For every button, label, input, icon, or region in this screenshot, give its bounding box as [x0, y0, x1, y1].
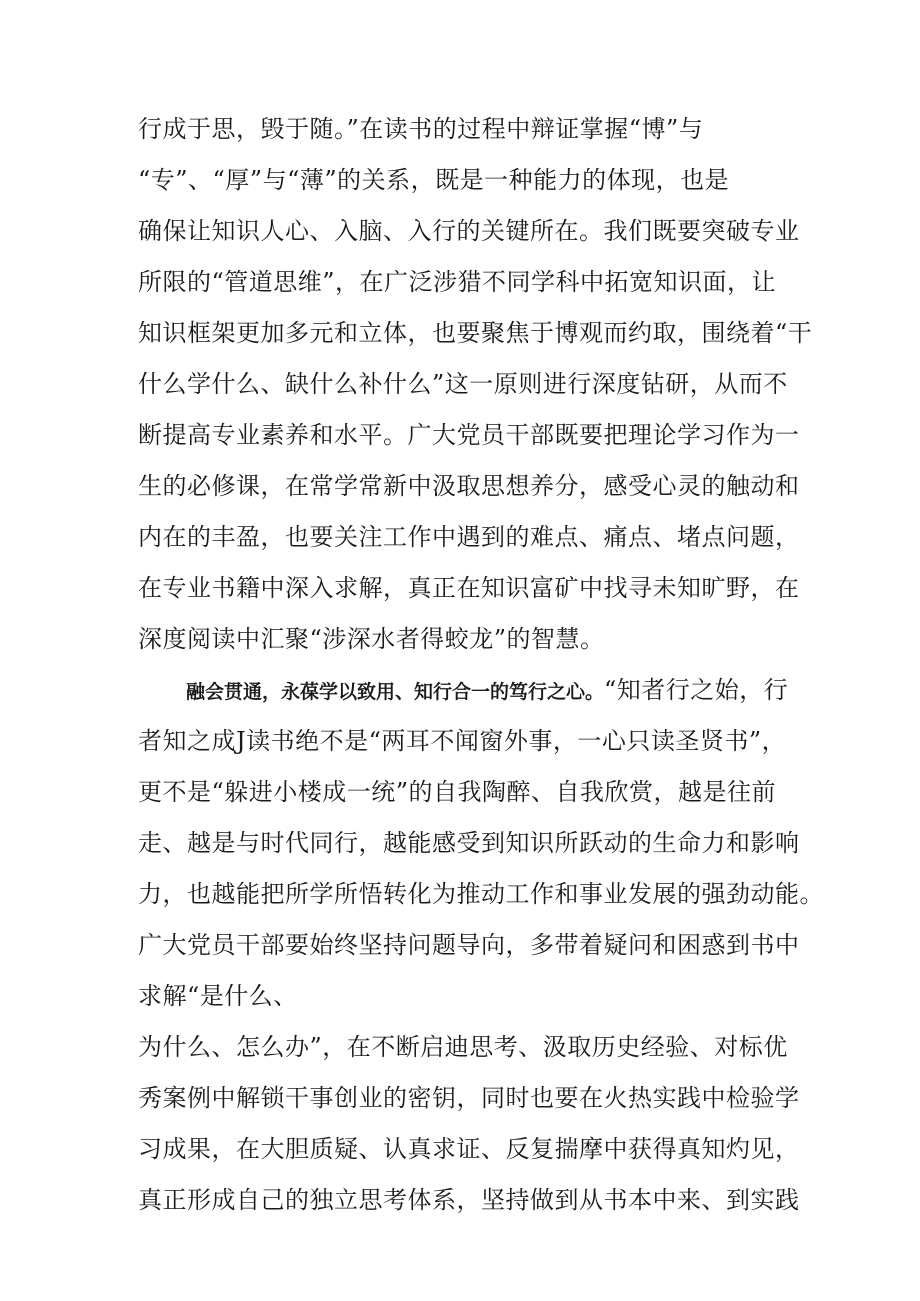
- paragraph-two-line: 力，也越能把所学所悟转化为推动工作和事业发展的强劲动能。: [138, 880, 824, 908]
- paragraph-lead-rest: “知者行之始，行: [604, 676, 789, 704]
- paragraph-one-line: 知识框架更加多元和立体，也要聚焦于博观而约取，围绕着“干: [138, 319, 813, 347]
- paragraph-two-line: 广大党员干部要始终坚持问题导向，多带着疑问和困惑到书中: [138, 931, 800, 959]
- paragraph-one-line: 什么学什么、缺什么补什么”这一原则进行深度钻研，从而不: [138, 370, 788, 398]
- paragraph-one-line: 行成于思，毁于随。”在读书的过程中辩证掌握“博”与: [138, 115, 704, 143]
- paragraph-two-line: 为什么、怎么办”，在不断启迪思考、汲取历史经验、对标优: [138, 1033, 788, 1061]
- paragraph-two-line: 更不是“躲进小楼成一统”的自我陶醉、自我欣赏，越是往前: [138, 778, 777, 806]
- paragraph-two-line: 真正形成自己的独立思考体系，坚持做到从书本中来、到实践: [138, 1186, 800, 1214]
- paragraph-one-line: 确保让知识人心、入脑、入行的关键所在。我们既要突破专业: [138, 217, 800, 245]
- paragraph-one-line: 断提高专业素养和水平。广大党员干部既要把理论学习作为一: [138, 421, 800, 449]
- paragraph-two-first-line: [186, 670, 788, 710]
- paragraph-lead-heading: 融会贯通，永葆学以致用、知行合一的笃行之心。: [186, 681, 605, 703]
- paragraph-two-line: 走、越是与时代同行，越能感受到知识所跃动的生命力和影响: [138, 829, 800, 857]
- paragraph-two-line: 者知之成J读书绝不是“两耳不闻窗外事，一心只读圣贤书”，: [138, 727, 787, 755]
- paragraph-two-line: 秀案例中解锁干事创业的密钥，同时也要在火热实践中检验学: [138, 1084, 800, 1112]
- paragraph-two-line: 求解“是什么、: [138, 982, 298, 1010]
- paragraph-one-line: 深度阅读中汇聚“涉深水者得蛟龙”的智慧。: [138, 625, 605, 653]
- paragraph-one-line: 内在的丰盈，也要关注工作中遇到的难点、痛点、堵点问题，: [138, 523, 800, 551]
- paragraph-two-line: 习成果，在大胆质疑、认真求证、反复揣摩中获得真知灼见，: [138, 1135, 800, 1163]
- paragraph-one-line: 所限的“管道思维”，在广泛涉猎不同学科中拓宽知识面，让: [138, 268, 777, 296]
- paragraph-one-line: 在专业书籍中深入求解，真正在知识富矿中找寻未知旷野，在: [138, 574, 800, 602]
- paragraph-one-line: “专”、“厚”与“薄”的关系，既是一种能力的体现，也是: [138, 166, 730, 194]
- paragraph-one-line: 生的必修课，在常学常新中汲取思想养分，感受心灵的触动和: [138, 472, 800, 500]
